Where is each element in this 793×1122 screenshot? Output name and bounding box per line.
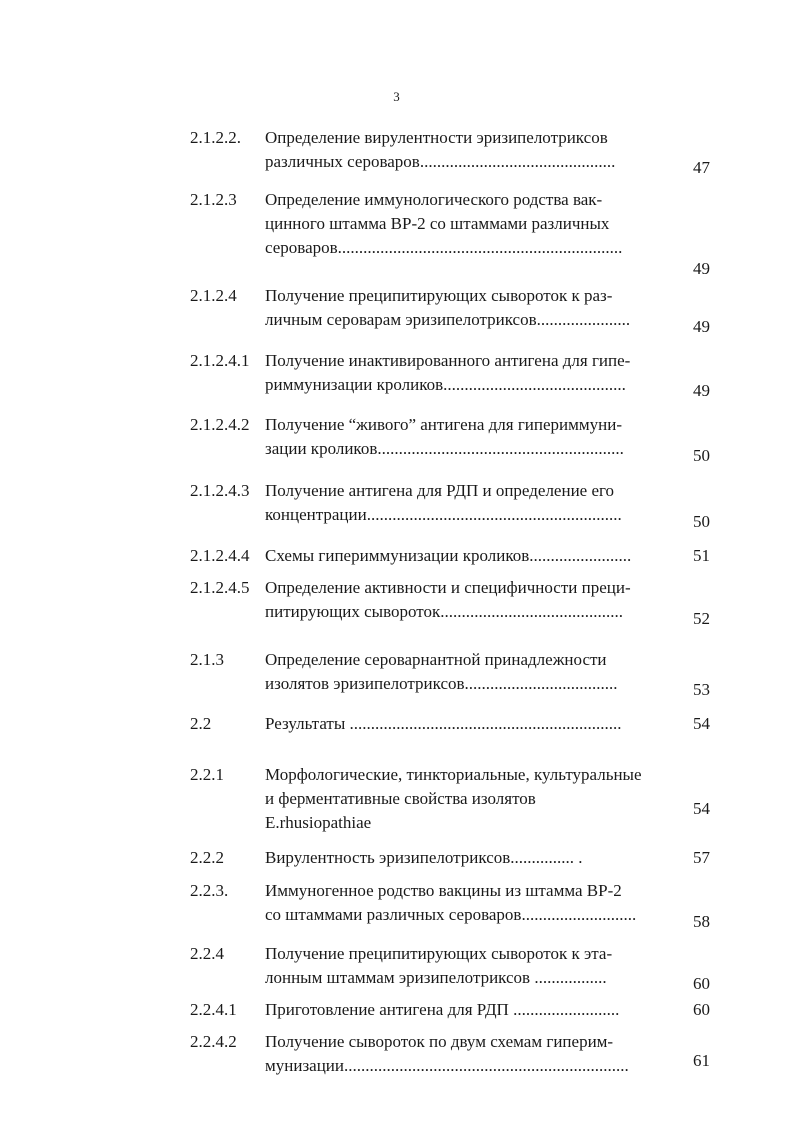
toc-entry-title-line: Получение преципитирующих сывороток к эта- <box>265 944 613 963</box>
toc-entry-number: 2.1.2.4.2 <box>190 415 250 434</box>
toc-entry <box>0 942 793 993</box>
toc-entry <box>0 284 793 336</box>
toc-entry-title <box>265 479 670 527</box>
toc-entry-title-line: Получение преципитирующих сывороток к раз- <box>265 286 613 305</box>
toc-entry-title <box>265 998 670 1022</box>
toc-entry-number: 2.2.4.1 <box>190 1000 237 1019</box>
toc-entry-title <box>265 349 670 397</box>
toc-entry-page: 54 <box>693 714 710 733</box>
toc-entry-title-line: личным сероварам эризипелотриксов...................... <box>265 310 631 329</box>
toc-entry <box>0 763 793 835</box>
toc-entry-page: 47 <box>693 158 710 177</box>
toc-entry-number: 2.1.2.4.5 <box>190 578 250 597</box>
toc-entry-page: 49 <box>693 381 710 400</box>
toc-entry-title-line: Получение сывороток по двум схемам гиперим- <box>265 1032 614 1051</box>
toc-entry-number: 2.2.3. <box>190 881 229 900</box>
toc-entry-title <box>265 846 670 870</box>
toc-entry-title <box>265 413 670 461</box>
toc-entry-title-line: Определение иммунологического родства вак- <box>265 190 603 209</box>
toc-entry-page: 60 <box>693 1000 710 1019</box>
toc-entry-number: 2.2.1 <box>190 765 224 784</box>
toc-entry-page: 53 <box>693 680 710 699</box>
toc-entry <box>0 544 793 568</box>
toc-entry <box>0 188 793 278</box>
toc-entry <box>0 1030 793 1078</box>
toc-entry-number: 2.2.4 <box>190 944 224 963</box>
toc-entry-page: 52 <box>693 609 710 628</box>
toc-entry-title-line: и ферментативные свойства изолятов <box>265 789 536 808</box>
toc-entry-page: 50 <box>693 446 710 465</box>
toc-entry-page: 58 <box>693 912 710 931</box>
toc-entry-title-line: Получение антигена для РДП и определение его <box>265 481 615 500</box>
toc-entry-title <box>265 576 670 624</box>
toc-entry-page: 50 <box>693 512 710 531</box>
toc-entry <box>0 712 793 736</box>
toc-entry <box>0 846 793 870</box>
toc-entry-number: 2.2.2 <box>190 848 224 867</box>
toc-entry-title-line: Определение активности и специфичности преци- <box>265 578 631 597</box>
toc-entry-title <box>265 1030 670 1078</box>
toc-entry-title-line: концентрации............................................................ <box>265 505 622 524</box>
toc-entry-title-line: Получение инактивированного антигена для гипе- <box>265 351 631 370</box>
toc-entry-title-line: Приготовление антигена для РДП ......................... <box>265 1000 620 1019</box>
toc-entry-title <box>265 763 670 835</box>
toc-entry-page: 61 <box>693 1051 710 1070</box>
toc-entry-title-line: Получение “живого” антигена для гипериммуни- <box>265 415 623 434</box>
toc-entry-title <box>265 712 670 736</box>
toc-entry-title-line: со штаммами различных сероваров........................... <box>265 905 637 924</box>
toc-entry-title <box>265 879 670 927</box>
toc-entry <box>0 126 793 177</box>
toc-entry <box>0 413 793 465</box>
toc-entry-number: 2.1.2.2. <box>190 128 241 147</box>
toc-entry-title-line: Иммуногенное родство вакцины из штамма ВР-2 <box>265 881 622 900</box>
toc-entry-title <box>265 188 670 260</box>
toc-entry-title-line: цинного штамма ВР-2 со штаммами различных <box>265 214 610 233</box>
toc-entry-title-line: Определение вирулентности эризипелотриксов <box>265 128 608 147</box>
toc-entry-page: 49 <box>693 317 710 336</box>
toc-entry-page: 54 <box>693 799 710 818</box>
toc-entry-number: 2.1.2.4 <box>190 286 237 305</box>
toc-entry-title-line: риммунизации кроликов........................................... <box>265 375 626 394</box>
toc-entry-page: 51 <box>693 546 710 565</box>
toc-entry-title-line: Определение сероварнантной принадлежности <box>265 650 607 669</box>
toc-entry-title-line: изолятов эризипелотриксов.................................... <box>265 674 618 693</box>
toc-entry-title-line: различных сероваров.............................................. <box>265 152 616 171</box>
toc-entry-title <box>265 942 670 990</box>
toc-entry-title-line: мунизации................................................................... <box>265 1056 629 1075</box>
toc-entry-number: 2.1.2.4.1 <box>190 351 250 370</box>
toc-entry-title-line: лонным штаммам эризипелотриксов ................. <box>265 968 607 987</box>
toc-entry <box>0 576 793 628</box>
toc-entry-title-line: Морфологические, тинкториальные, культуральные <box>265 765 642 784</box>
toc-entry-number: 2.1.2.3 <box>190 190 237 209</box>
toc-entry-number: 2.1.2.4.4 <box>190 546 250 565</box>
toc-entry-number: 2.2.4.2 <box>190 1032 237 1051</box>
toc-entry-number: 2.1.3 <box>190 650 224 669</box>
toc-entry <box>0 998 793 1022</box>
toc-entry-title-line: сероваров................................................................... <box>265 238 623 257</box>
toc-entry-title-line: Схемы гипериммунизации кроликов........................ <box>265 546 632 565</box>
toc-entry-title-line: Вирулентность эризипелотриксов............... . <box>265 848 583 867</box>
toc-entry <box>0 879 793 931</box>
toc-entry-number: 2.1.2.4.3 <box>190 481 250 500</box>
toc-entry-page: 49 <box>693 259 710 278</box>
toc-entry-page: 60 <box>693 974 710 993</box>
page-number: 3 <box>393 89 400 104</box>
toc-entry-title <box>265 126 670 174</box>
toc-entry-title <box>265 284 670 332</box>
toc-entry-number: 2.2 <box>190 714 212 733</box>
toc-entry-title-line: питирующих сывороток........................................... <box>265 602 624 621</box>
toc-entry-title-line: зации кроликов.......................................................... <box>265 439 624 458</box>
toc-entry-page: 57 <box>693 848 710 867</box>
toc-entry-title-line: E.rhusiopathiae <box>265 813 372 832</box>
toc-entry-title-line: Результаты ................................................................ <box>265 714 622 733</box>
toc-entry <box>0 349 793 400</box>
toc-entry <box>0 648 793 699</box>
toc-entry-title <box>265 544 670 568</box>
toc-entry-title <box>265 648 670 696</box>
toc-entry <box>0 479 793 531</box>
